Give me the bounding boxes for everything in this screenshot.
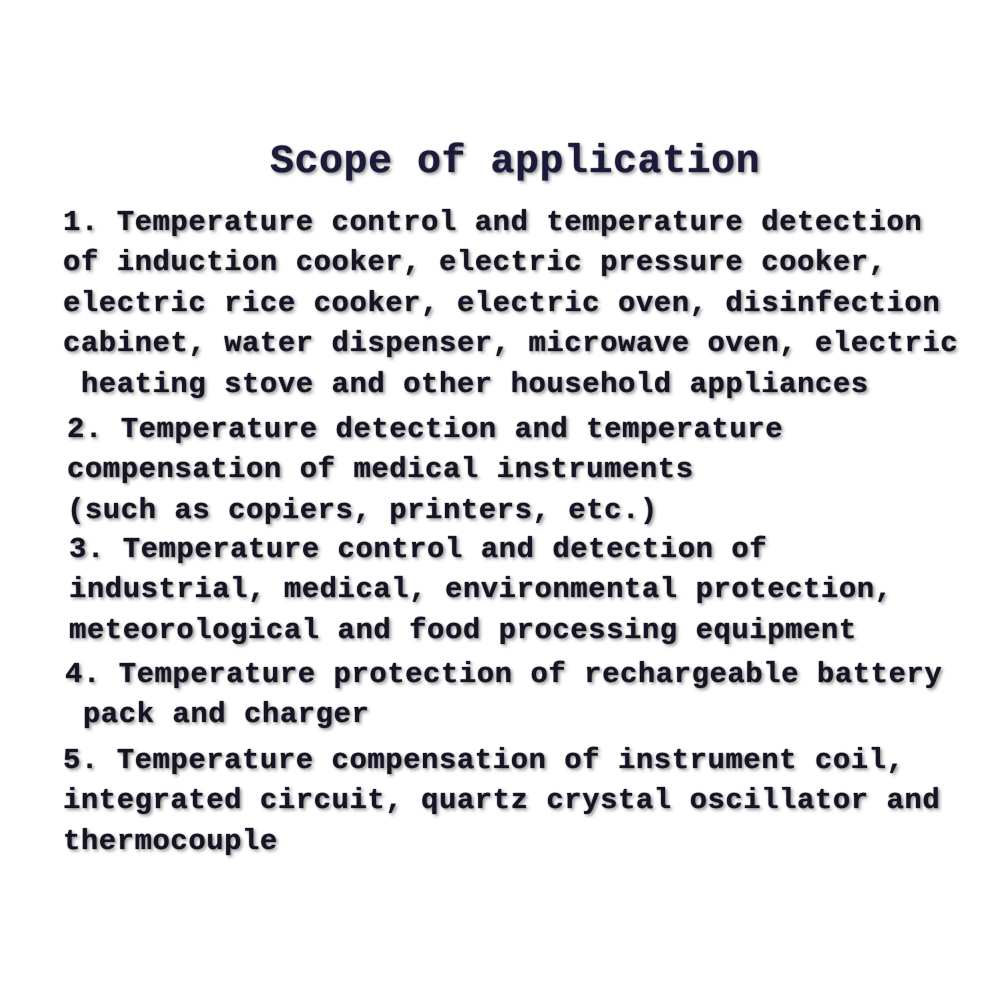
item-1-line-4: cabinet, water dispenser, microwave oven, electric xyxy=(63,327,959,360)
item-5-line-1: 5. Temperature compensation of instrument coil, xyxy=(63,744,905,777)
item-4-line-1: 4. Temperature protection of rechargeable battery xyxy=(65,658,943,691)
item-1-line-3: electric rice cooker, electric oven, disinfection xyxy=(63,287,941,320)
item-3-line-2: industrial, medical, environmental protection, xyxy=(69,573,893,606)
item-3-line-3: meteorological and food processing equipment xyxy=(69,614,857,647)
item-2-line-1: 2. Temperature detection and temperature xyxy=(67,413,784,446)
item-1-line-5: heating stove and other household appliances xyxy=(63,368,869,401)
item-5-line-2: integrated circuit, quartz crystal oscillator and xyxy=(63,784,941,817)
item-4-line-2: pack and charger xyxy=(65,698,370,731)
item-2-line-2: compensation of medical instruments xyxy=(67,453,694,486)
item-5-line-3: thermocouple xyxy=(63,825,278,858)
item-1-line-1: 1. Temperature control and temperature detection xyxy=(63,206,923,239)
item-2-line-3: (such as copiers, printers, etc.) xyxy=(67,494,658,527)
item-1-line-2: of induction cooker, electric pressure cooker, xyxy=(63,246,887,279)
page-title: Scope of application xyxy=(270,140,761,185)
item-3-line-1: 3. Temperature control and detection of xyxy=(69,533,768,566)
